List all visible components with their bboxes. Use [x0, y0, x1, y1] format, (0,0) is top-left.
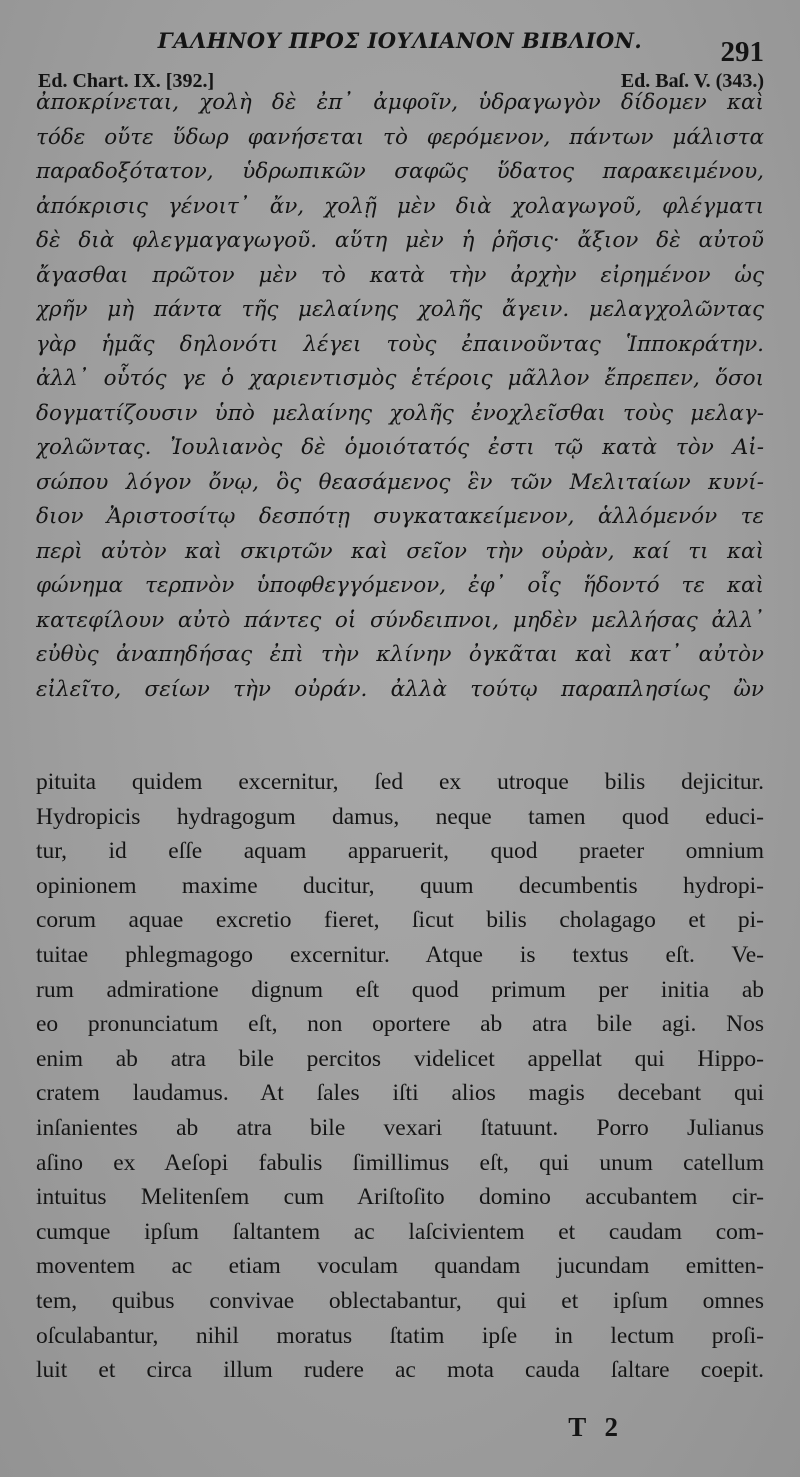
latin-line: tur, id eſſe aquam apparuerit, quod praeter omnium	[36, 838, 764, 865]
greek-line: φώνημα τερπνὸν ὑποφθεγγόμενον, ἐφ᾽ οἷς ἥδοντό τε καὶ	[36, 573, 764, 598]
latin-line: eo pronunciatum eſt, non oportere ab atra bile agi. Nos	[36, 1011, 764, 1038]
latin-line: oſculabantur, nihil moratus ſtatim ipſe in lectum proſi-	[36, 1322, 764, 1349]
latin-line: cumque ipſum ſaltantem ac laſcivientem et caudam com-	[36, 1218, 764, 1245]
latin-line: enim ab atra bile percitos videlicet appellat qui Hippo-	[36, 1045, 764, 1072]
latin-line: cratem laudamus. At ſales iſti alios magis decebant qui	[36, 1080, 764, 1107]
signature-mark: T 2	[568, 1412, 624, 1442]
latin-line: pituita quidem excernitur, ſed ex utroque bilis dejicitur.	[36, 769, 764, 795]
latin-line: luit et circa illum rudere ac mota cauda ſaltare coepit.	[36, 1357, 764, 1384]
greek-line: δὲ διὰ φλεγμαγαγωγοῦ. αὕτη μὲν ἡ ῥῆσις· ἄξιον δὲ αὐτοῦ	[36, 228, 764, 253]
latin-line: inſanientes ab atra bile vexari ſtatuunt. Porro Julianus	[36, 1114, 764, 1141]
latin-line: corum aquae excretio fieret, ſicut bilis cholagago et pi-	[36, 907, 764, 934]
latin-line: opinionem maxime ducitur, quum decumbentis hydropi-	[36, 872, 764, 899]
greek-line: τόδε οὔτε ὕδωρ φανήσεται τὸ φερόμενον, πάντων μάλιστα	[36, 124, 764, 150]
greek-line: εὐθὺς ἀναπηδήσας ἐπὶ τὴν κλίνην ὀγκᾶται καὶ κατ᾽ αὐτὸν	[36, 642, 764, 667]
greek-line: εἰλεῖτο, σείων τὴν οὐράν. ἀλλὰ τούτῳ παραπλησίως ὢν	[36, 676, 764, 702]
greek-line: διον Ἀριστοσίτῳ δεσπότῃ συγκατακείμενον, ἁλλόμενόν τε	[36, 504, 764, 529]
latin-line: tem, quibus convivae oblectabantur, qui et ipſum omnes	[36, 1287, 764, 1314]
greek-line: χρῆν μὴ πάντα τῆς μελαίνης χολῆς ἄγειν. μελαγχολῶντας	[36, 297, 764, 322]
edition-reference-chartier: Ed. Chart. IX. [392.]	[38, 70, 215, 92]
greek-line: σώπου λόγον ὄνῳ, ὃς θεασάμενος ἓν τῶν Μελιταίων κυνί-	[36, 469, 764, 495]
greek-text-block	[36, 86, 764, 707]
greek-line: ἀλλ᾽ οὗτός γε ὁ χαριεντισμὸς ἑτέροις μᾶλλον ἔπρεπεν, ὅσοι	[36, 366, 764, 391]
greek-line: ἀπόκρισις γένοιτ᾽ ἄν, χολῇ μὲν διὰ χολαγωγοῦ, φλέγματι	[36, 193, 764, 219]
latin-line: aſino ex Aeſopi fabulis ſimillimus eſt, qui unum catellum	[36, 1149, 764, 1176]
latin-line: intuitus Melitenſem cum Ariſtoſito domino accubantem cir-	[36, 1184, 764, 1211]
greek-line: παραδοξότατον, ὑδρωπικῶν σαφῶς ὕδατος παρακειμένου,	[36, 159, 764, 184]
greek-line: δογματίζουσιν ὑπὸ μελαίνης χολῆς ἐνοχλεῖσθαι τοὺς μελαγ-	[36, 400, 764, 426]
latin-line: tuitae phlegmagogo excernitur. Atque is textus eſt. Ve-	[36, 941, 764, 968]
greek-line: γὰρ ἡμᾶς δηλονότι λέγει τοὺς ἐπαινοῦντας Ἱπποκράτην.	[36, 331, 764, 357]
greek-line: χολῶντας. Ἰουλιανὸς δὲ ὁμοιότατός ἐστι τῷ κατὰ τὸν Αἰ-	[36, 435, 764, 460]
edition-reference-basel: Ed. Baſ. V. (343.)	[620, 70, 764, 92]
latin-line: rum admiratione dignum eſt quod primum per initia ab	[36, 976, 764, 1003]
latin-text-block	[36, 765, 764, 1388]
latin-line: Hydropicis hydragogum damus, neque tamen quod educi-	[36, 803, 764, 830]
greek-line: κατεφίλουν αὐτὸ πάντες οἱ σύνδειπνοι, μηδὲν μελλήσας ἀλλ᾽	[36, 607, 764, 633]
greek-line: ἀποκρίνεται, χολὴ δὲ ἐπ᾽ ἀμφοῖν, ὑδραγωγὸν δίδομεν καὶ	[36, 90, 764, 115]
running-title: ΓΑΛΗΝΟΥ ΠΡΟΣ ΙΟΥΛΙΑΝΟΝ ΒΙΒΛΙΟΝ.	[157, 28, 643, 53]
page-number: 291	[720, 36, 764, 68]
greek-line: περὶ αὐτὸν καὶ σκιρτῶν καὶ σεῖον τὴν οὐρὰν, καί τι καὶ	[36, 538, 764, 564]
latin-line: moventem ac etiam voculam quandam jucundam emitten-	[36, 1253, 764, 1280]
greek-line: ἄγασθαι πρῶτον μὲν τὸ κατὰ τὴν ἀρχὴν εἰρημένον ὡς	[36, 262, 764, 288]
